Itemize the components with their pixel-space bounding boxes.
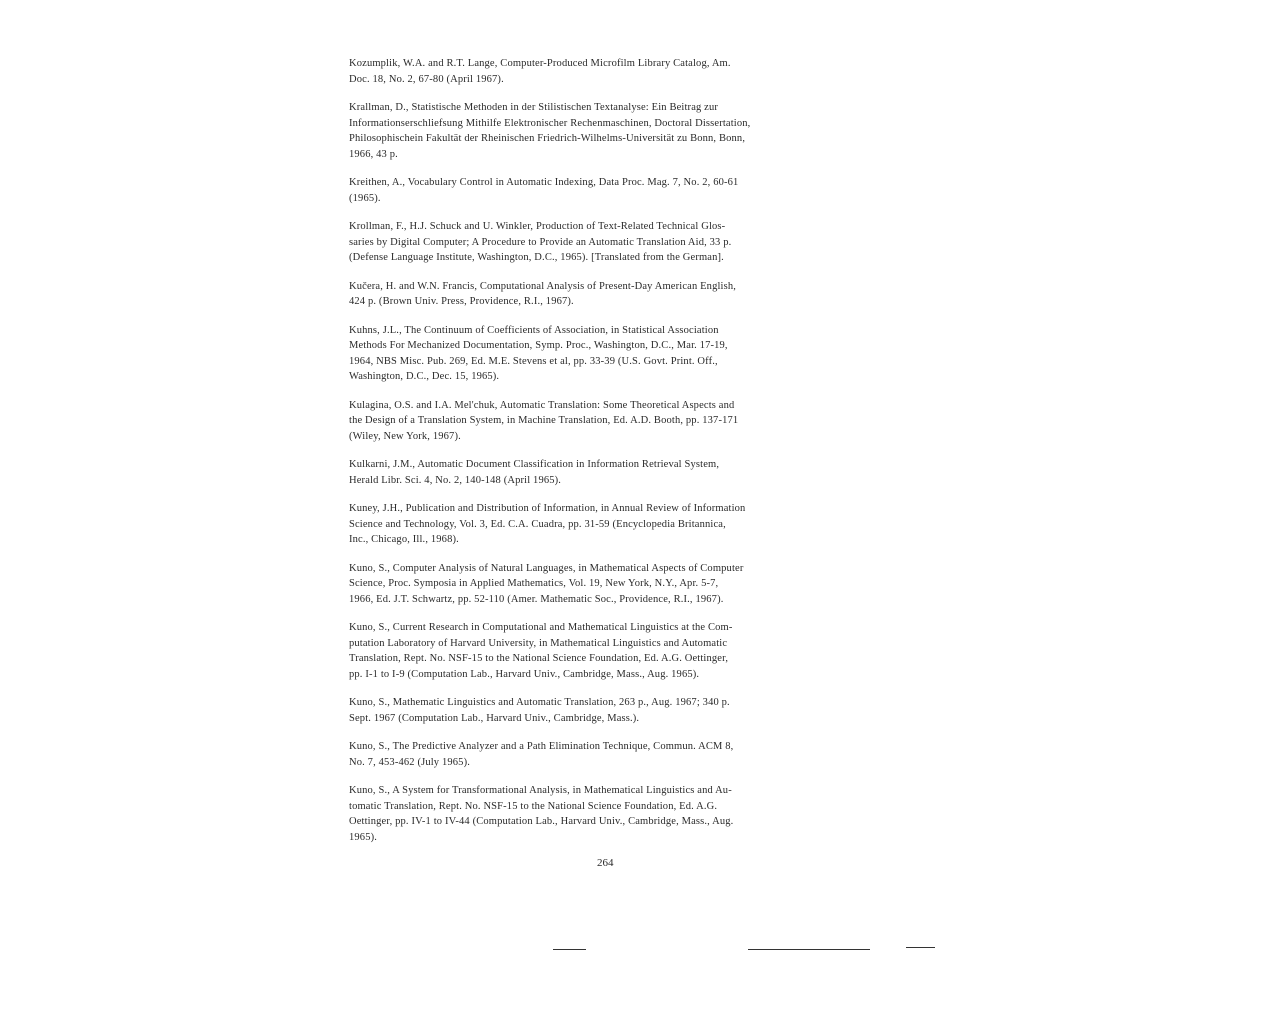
- reference-line: 424 p. (Brown Univ. Press, Providence, R.I., 1967).: [349, 296, 574, 307]
- reference-line: Kulagina, O.S. and I.A. Mel'chuk, Automatic Translation: Some Theoretical Aspects and: [349, 399, 735, 411]
- reference-line: Kreithen, A., Vocabulary Control in Automatic Indexing, Data Proc. Mag. 7, No. 2, 60-61: [349, 177, 739, 188]
- reference-line: (Wiley, New York, 1967).: [349, 430, 461, 442]
- reference-entry: [349, 739, 869, 770]
- reference-line: 1965).: [349, 831, 378, 843]
- reference-line: the Design of a Translation System, in Machine Translation, Ed. A.D. Booth, pp. 137-171: [349, 415, 739, 426]
- reference-line: putation Laboratory of Harvard University, in Mathematical Linguistics and Automatic: [349, 637, 728, 649]
- reference-line: Methods For Mechanized Documentation, Symp. Proc., Washington, D.C., Mar. 17-19,: [349, 340, 728, 351]
- reference-line: Kozumplik, W.A. and R.T. Lange, Computer-Produced Microfilm Library Catalog, Am.: [349, 58, 731, 69]
- reference-line: Science and Technology, Vol. 3, Ed. C.A. Cuadra, pp. 31-59 (Encyclopedia Britannica,: [349, 518, 726, 530]
- reference-line: Translation, Rept. No. NSF-15 to the National Science Foundation, Ed. A.G. Oettinger,: [349, 653, 729, 664]
- reference-line: Kuno, S., Computer Analysis of Natural Languages, in Mathematical Aspects of Computer: [349, 562, 744, 574]
- reference-entry: [349, 398, 869, 445]
- reference-entry: [349, 219, 869, 266]
- footer-rule-middle: [748, 949, 870, 950]
- reference-list: [349, 56, 869, 858]
- reference-line: Philosophischein Fakultät der Rheinischen Friedrich-Wilhelms-Universität zu Bonn, Bonn,: [349, 133, 746, 144]
- reference-entry: [349, 561, 869, 608]
- reference-line: tomatic Translation, Rept. No. NSF-15 to the National Science Foundation, Ed. A.G.: [349, 800, 718, 812]
- reference-entry: [349, 620, 869, 682]
- reference-line: Kuhns, J.L., The Continuum of Coefficients of Association, in Statistical Association: [349, 324, 719, 336]
- reference-line: Herald Libr. Sci. 4, No. 2, 140-148 (April 1965).: [349, 474, 562, 486]
- reference-entry: [349, 175, 869, 206]
- reference-line: Science, Proc. Symposia in Applied Mathematics, Vol. 19, New York, N.Y., Apr. 5-7,: [349, 578, 719, 589]
- reference-line: Kuno, S., Mathematic Linguistics and Automatic Translation, 263 p., Aug. 1967; 340 p.: [349, 697, 730, 708]
- reference-line: Oettinger, pp. IV-1 to IV-44 (Computation Lab., Harvard Univ., Cambridge, Mass., Aug.: [349, 816, 734, 827]
- reference-line: (1965).: [349, 192, 381, 204]
- reference-line: 1966, Ed. J.T. Schwartz, pp. 52-110 (Amer. Mathematic Soc., Providence, R.I., 1967).: [349, 593, 724, 605]
- reference-entry: [349, 56, 869, 87]
- reference-line: 1966, 43 p.: [349, 148, 398, 160]
- reference-line: Doc. 18, No. 2, 67-80 (April 1967).: [349, 73, 504, 85]
- reference-line: Inc., Chicago, Ill., 1968).: [349, 534, 459, 545]
- reference-line: Kuno, S., A System for Transformational Analysis, in Mathematical Linguistics and Au-: [349, 785, 732, 796]
- reference-line: saries by Digital Computer; A Procedure to Provide an Automatic Translation Aid, 33 p.: [349, 236, 732, 248]
- reference-entry: [349, 695, 869, 726]
- reference-line: Washington, D.C., Dec. 15, 1965).: [349, 371, 500, 382]
- reference-line: Informationserschliefsung Mithilfe Elektronischer Rechenmaschinen, Doctoral Dissertation,: [349, 117, 751, 129]
- reference-line: Kuno, S., The Predictive Analyzer and a Path Elimination Technique, Commun. ACM 8,: [349, 741, 734, 752]
- reference-entry: [349, 501, 869, 548]
- reference-entry: [349, 323, 869, 385]
- reference-line: Kučera, H. and W.N. Francis, Computational Analysis of Present-Day American English,: [349, 280, 737, 292]
- reference-line: Sept. 1967 (Computation Lab., Harvard Univ., Cambridge, Mass.).: [349, 712, 640, 724]
- reference-line: Kulkarni, J.M., Automatic Document Classification in Information Retrieval System,: [349, 459, 720, 470]
- reference-line: Krallman, D., Statistische Methoden in der Stilistischen Textanalyse: Ein Beitrag zur: [349, 102, 719, 113]
- reference-entry: [349, 279, 869, 310]
- reference-line: No. 7, 453-462 (July 1965).: [349, 756, 471, 768]
- reference-line: 1964, NBS Misc. Pub. 269, Ed. M.E. Stevens et al, pp. 33-39 (U.S. Govt. Print. Off.,: [349, 355, 718, 367]
- reference-line: Kuney, J.H., Publication and Distribution of Information, in Annual Review of Information: [349, 503, 746, 514]
- page-number: 264: [597, 857, 614, 869]
- reference-entry: [349, 100, 869, 162]
- reference-line: (Defense Language Institute, Washington, D.C., 1965). [Translated from the German].: [349, 252, 724, 263]
- footer-rule-right: [906, 947, 935, 948]
- reference-entry: [349, 457, 869, 488]
- reference-line: pp. I-1 to I-9 (Computation Lab., Harvard Univ., Cambridge, Mass., Aug. 1965).: [349, 668, 700, 680]
- reference-line: Kuno, S., Current Research in Computational and Mathematical Linguistics at the Com-: [349, 622, 733, 633]
- footer-rule-left: [553, 949, 586, 950]
- reference-entry: [349, 783, 869, 845]
- reference-line: Krollman, F., H.J. Schuck and U. Winkler, Production of Text-Related Technical Glos-: [349, 221, 726, 232]
